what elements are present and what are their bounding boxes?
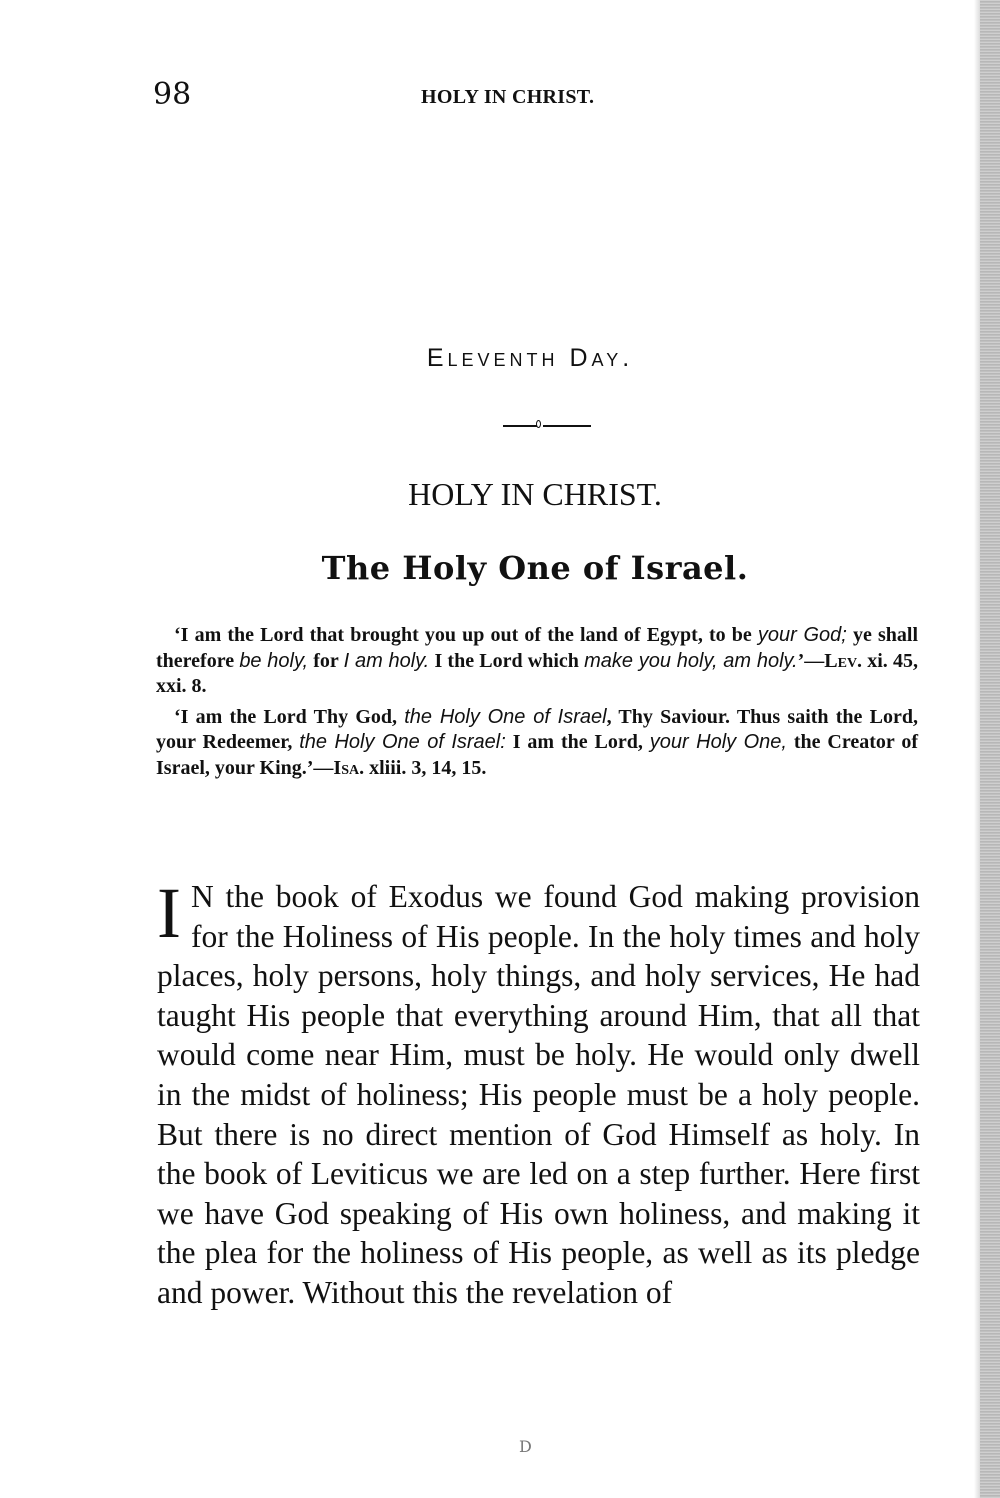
epigraph bbox=[156, 623, 918, 787]
chapter-subtitle: HOLY IN CHRIST. bbox=[408, 476, 662, 512]
scripture-reference: xi. 45, xxi. 8. bbox=[156, 649, 919, 698]
epigraph-text: ‘I am the Lord Thy God, bbox=[174, 705, 405, 728]
epigraph-text: , Thy Saviour. Thus saith the Lord, your Redeemer, bbox=[156, 705, 918, 754]
page-edge bbox=[980, 0, 1000, 1498]
page-header bbox=[153, 75, 921, 115]
epigraph-text: the Creator of Israel, your King.’— bbox=[156, 731, 919, 779]
running-head: HOLY IN CHRIST. bbox=[421, 86, 595, 108]
scripture-book: Isa. bbox=[333, 756, 365, 779]
epigraph-text: ‘I am the Lord that brought you up out of the land of Egypt, to be bbox=[174, 624, 758, 646]
scripture-reference: xliii. 3, 14, 15. bbox=[364, 756, 487, 779]
drop-cap: I bbox=[157, 873, 181, 953]
epigraph-text: ’— bbox=[797, 649, 825, 672]
page-number: 98 bbox=[153, 77, 192, 112]
blackletter-title: The Holy One of Israel. bbox=[321, 549, 749, 587]
epigraph-text: I am the Lord, bbox=[505, 731, 650, 754]
epigraph-emphasis: your God; bbox=[757, 624, 847, 646]
day-title: Eleventh Day. bbox=[426, 344, 634, 372]
scripture-book: Lev. bbox=[824, 649, 863, 672]
divider-line-right bbox=[543, 425, 591, 427]
signature-mark: D bbox=[519, 1437, 532, 1456]
epigraph-emphasis: I am holy. bbox=[343, 649, 430, 672]
epigraph-text: for bbox=[308, 649, 344, 672]
divider-line-left bbox=[503, 425, 537, 427]
body-paragraph-text: N the book of Exodus we found God making provision for the Holiness of His people. In the holy times and holy places, holy persons, holy things, and holy services, He had taught His people that everything around Him, that all that would come near Him, must be holy. He would only dwell in the midst of holiness; His people must be a holy people. But there is no direct mention of God Himself as holy. In the book of Leviticus we are led on a step further. Here first we have God speaking of His own holiness, and making it the plea for the holiness of His people, as well as its pledge and power. Without this the revelation of bbox=[157, 879, 920, 1310]
epigraph-text: I the Lord which bbox=[429, 649, 585, 672]
epigraph-emphasis: the Holy One of Israel: bbox=[299, 731, 506, 754]
epigraph-emphasis: the Holy One of Israel bbox=[404, 705, 607, 728]
body-paragraph bbox=[157, 873, 920, 1313]
epigraph-emphasis: be holy, bbox=[239, 649, 309, 672]
divider-ornament bbox=[536, 420, 541, 428]
epigraph-quote-2 bbox=[156, 705, 918, 782]
epigraph-emphasis: your Holy One, bbox=[649, 731, 787, 754]
epigraph-quote-1 bbox=[156, 623, 918, 700]
epigraph-emphasis: make you holy, am holy. bbox=[584, 649, 798, 672]
epigraph-text: ye shall therefore bbox=[156, 624, 918, 672]
ornamental-divider bbox=[503, 423, 591, 427]
body-text bbox=[157, 873, 920, 1313]
